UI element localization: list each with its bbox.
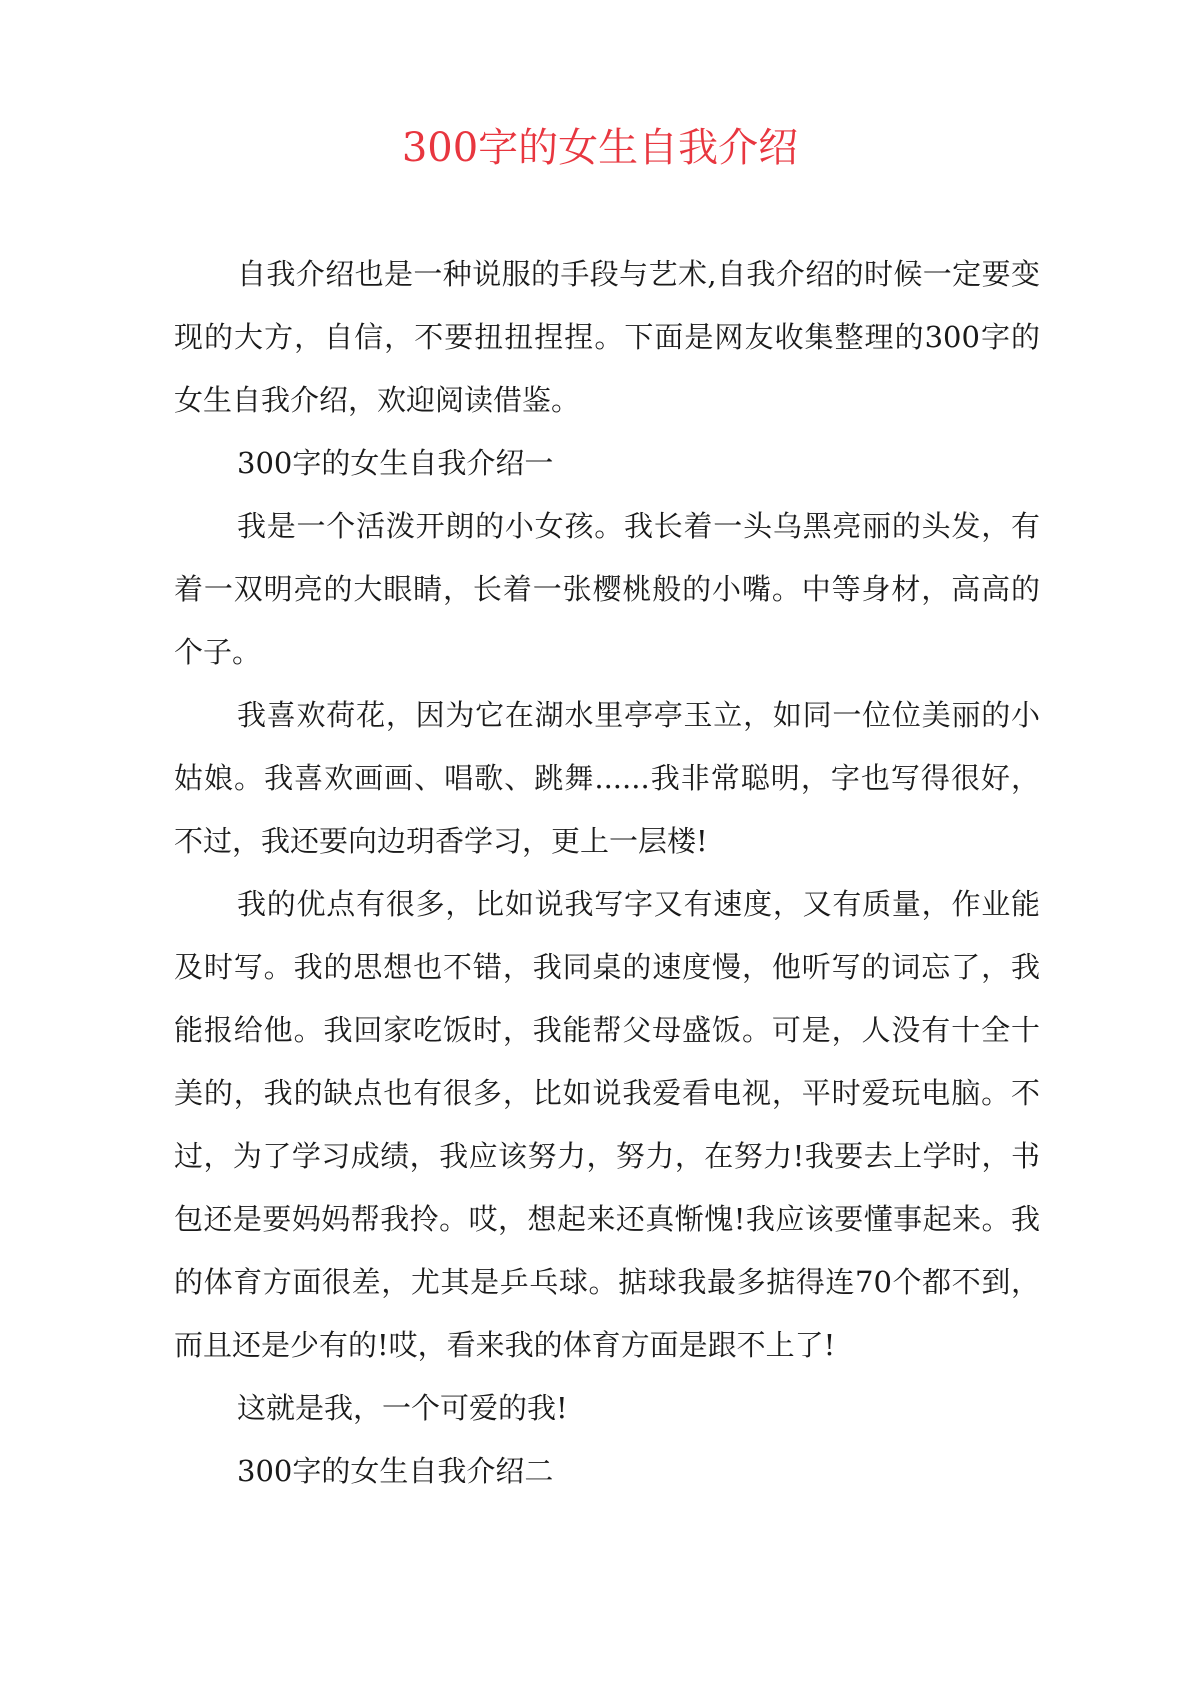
body-paragraph: 这就是我，一个可爱的我! [237, 1391, 568, 1425]
body-paragraph: 我的优点有很多，比如说我写字又有速度，又有质量，作业能及时写。我的思想也不错，我同桌的速度慢，他听写的词忘了，我能报给他。我回家吃饭时，我能帮父母盛饭。可是，人没有十全十美的，我的缺点也有很多，比如说我爱看电视，平时爱玩电脑。不过，为了学习成绩，我应该努力，努力，在努力!我要去上学时，书包还是要妈妈帮我拎。哎，想起来还真惭愧!我应该要懂事起来。我的体育方面很差，尤其是乒乓球。掂球我最多掂得连70个都不到，而且还是少有的!哎，看来我的体育方面是跟不上了! [174, 887, 1040, 1362]
intro-paragraph: 自我介绍也是一种说服的手段与艺术,自我介绍的时候一定要变现的大方，自信，不要扭扭捏捏。下面是网友收集整理的300字的女生自我介绍，欢迎阅读借鉴。 [174, 257, 1040, 417]
section-heading-two: 300字的女生自我介绍二 [237, 1454, 554, 1488]
document-title: 300字的女生自我介绍 [401, 125, 799, 171]
document-body [174, 243, 1040, 1503]
body-paragraph: 我喜欢荷花，因为它在湖水里亭亭玉立，如同一位位美丽的小姑娘。我喜欢画画、唱歌、跳舞......我非常聪明，字也写得很好，不过，我还要向边玥香学习，更上一层楼! [174, 698, 1040, 858]
section-heading-one: 300字的女生自我介绍一 [237, 446, 554, 480]
body-paragraph: 我是一个活泼开朗的小女孩。我长着一头乌黑亮丽的头发，有着一双明亮的大眼睛，长着一张樱桃般的小嘴。中等身材，高高的个子。 [174, 509, 1040, 669]
